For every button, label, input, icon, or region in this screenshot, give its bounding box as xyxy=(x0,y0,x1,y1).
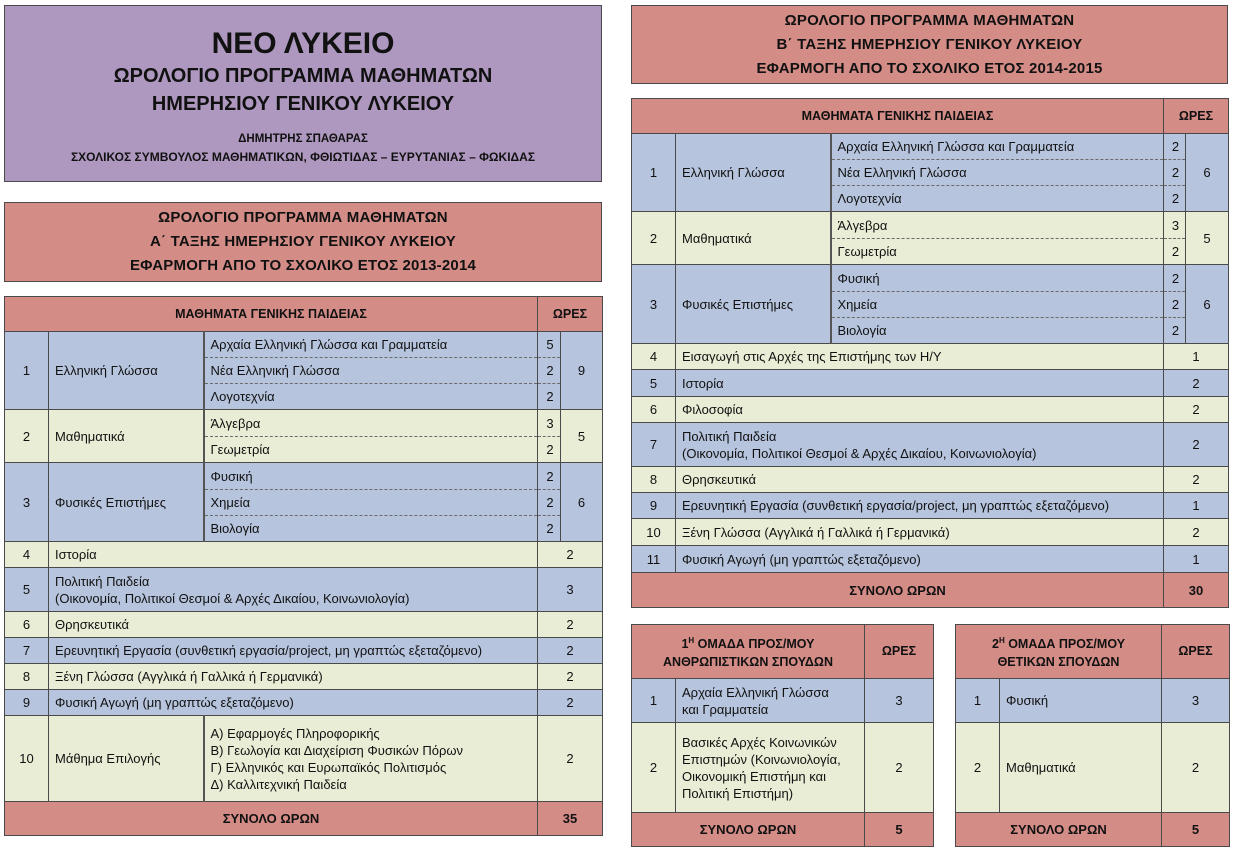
table-row xyxy=(5,690,603,716)
group-total-hours: 6 xyxy=(1186,134,1229,212)
table-row xyxy=(5,638,603,664)
group-header-line2: ΑΝΘΡΩΠΙΣΤΙΚΩΝ ΣΠΟΥΔΩΝ xyxy=(663,654,833,669)
row-number: 8 xyxy=(632,467,676,493)
header-hours: ΩΡΕΣ xyxy=(1162,625,1230,679)
total-row xyxy=(632,813,934,847)
elective-option: Γ) Ελληνικός και Ευρωπαϊκός Πολιτισμός xyxy=(210,759,447,775)
subject-name-line2: (Οικονομία, Πολιτικοί Θεσμοί & Αρχές Δικαίου, Κοινωνιολογία) xyxy=(55,590,410,606)
subject-name: Ξένη Γλώσσα (Αγγλικά ή Γαλλικά ή Γερμανικά) xyxy=(49,664,538,690)
subject-name: Ερευνητική Εργασία (συνθετική εργασία/project, μη γραπτώς εξεταζόμενο) xyxy=(49,638,538,664)
table-row xyxy=(956,679,1230,723)
subject-name: Φυσικές Επιστήμες xyxy=(676,265,831,344)
elective-option: Α) Εφαρμογές Πληροφορικής xyxy=(210,725,380,741)
subject-name xyxy=(49,568,538,612)
subject-hours: 2 xyxy=(865,723,934,813)
row-number: 6 xyxy=(632,397,676,423)
subject-name: Φυσική Αγωγή (μη γραπτώς εξεταζόμενο) xyxy=(676,546,1164,573)
subject-name: Ιστορία xyxy=(49,542,538,568)
class-b-banner-line2: Β΄ ΤΑΞΗΣ ΗΜΕΡΗΣΙΟΥ ΓΕΝΙΚΟΥ ΛΥΚΕΙΟΥ xyxy=(776,35,1083,53)
table-row xyxy=(632,370,1229,397)
row-number: 7 xyxy=(632,423,676,467)
page-title: ΝΕΟ ΛΥΚΕΙΟ xyxy=(211,26,395,60)
subsubject-hours: 2 xyxy=(1164,239,1186,265)
subsubject-name: Νέα Ελληνική Γλώσσα xyxy=(831,160,1164,186)
subsubject-name: Χημεία xyxy=(831,292,1164,318)
author-role: ΣΧΟΛΙΚΟΣ ΣΥΜΒΟΥΛΟΣ ΜΑΘΗΜΑΤΙΚΩΝ, ΦΘΙΩΤΙΔΑΣ – ΕΥΡΥΤΑΝΙΑΣ – ΦΩΚΙΔΑΣ xyxy=(70,149,536,164)
table-header-row xyxy=(632,625,934,679)
sciences-group-table xyxy=(955,624,1230,847)
row-number: 1 xyxy=(632,679,676,723)
table-row xyxy=(5,332,603,358)
class-a-banner-line2: Α΄ ΤΑΞΗΣ ΗΜΕΡΗΣΙΟΥ ΓΕΝΙΚΟΥ ΛΥΚΕΙΟΥ xyxy=(149,233,457,250)
subject-name-line1: Πολιτική Παιδεία xyxy=(682,428,777,444)
table-row xyxy=(5,410,603,437)
subject-hours: 2 xyxy=(1164,519,1229,546)
subsubject-name: Αρχαία Ελληνική Γλώσσα και Γραμματεία xyxy=(204,332,538,358)
subject-hours: 3 xyxy=(1162,679,1230,723)
subject-name: Αρχαία Ελληνική Γλώσσα και Γραμματεία xyxy=(676,679,865,723)
subsubject-name: Βιολογία xyxy=(831,318,1164,344)
row-number: 7 xyxy=(5,638,49,664)
subsubject-name: Λογοτεχνία xyxy=(204,384,538,410)
row-number: 9 xyxy=(5,690,49,716)
table-row xyxy=(632,467,1229,493)
subsubject-name: Φυσική xyxy=(204,463,538,490)
subject-name: Φιλοσοφία xyxy=(676,397,1164,423)
subsubject-hours: 2 xyxy=(538,516,561,542)
subject-hours: 2 xyxy=(538,638,603,664)
group-total-hours: 5 xyxy=(1186,212,1229,265)
table-row xyxy=(632,134,1229,160)
total-row xyxy=(956,813,1230,847)
group-header-title xyxy=(956,625,1162,679)
table-header-row xyxy=(632,99,1229,134)
subsubject-name: Χημεία xyxy=(204,490,538,516)
subject-hours: 3 xyxy=(865,679,934,723)
table-row xyxy=(632,212,1229,239)
subject-name: Ελληνική Γλώσσα xyxy=(49,332,204,410)
subsubject-name: Βιολογία xyxy=(204,516,538,542)
subsubject-name: Άλγεβρα xyxy=(831,212,1164,239)
class-b-banner xyxy=(631,5,1228,84)
class-a-schedule-table xyxy=(4,296,603,836)
group-header-line1: $1^H$ ΟΜΑΔΑ ΠΡΟΣ/ΜΟΥ xyxy=(681,636,815,652)
row-number: 9 xyxy=(632,493,676,519)
subsubject-name: Γεωμετρία xyxy=(831,239,1164,265)
group-header-line1: $2^H$ ΟΜΑΔΑ ΠΡΟΣ/ΜΟΥ xyxy=(991,636,1126,652)
row-number: 4 xyxy=(5,542,49,568)
subsubject-name: Άλγεβρα xyxy=(204,410,538,437)
group-total-hours: 5 xyxy=(561,410,603,463)
row-number: 2 xyxy=(5,410,49,463)
row-number: 2 xyxy=(956,723,1000,813)
subject-hours: 2 xyxy=(538,612,603,638)
row-number: 8 xyxy=(5,664,49,690)
table-row xyxy=(5,463,603,490)
total-row xyxy=(632,573,1229,608)
subject-hours: 3 xyxy=(538,568,603,612)
elective-row xyxy=(5,716,603,802)
subsubject-hours: 2 xyxy=(1164,318,1186,344)
class-a-banner-line1: ΩΡΟΛΟΓΙΟ ΠΡΟΓΡΑΜΜΑ ΜΑΘΗΜΑΤΩΝ xyxy=(158,209,448,226)
total-label: ΣΥΝΟΛΟ ΩΡΩΝ xyxy=(632,573,1164,608)
subject-hours: 1 xyxy=(1164,546,1229,573)
header-hours: ΩΡΕΣ xyxy=(538,297,603,332)
total-hours: 5 xyxy=(865,813,934,847)
row-number: 10 xyxy=(632,519,676,546)
subsubject-name: Αρχαία Ελληνική Γλώσσα και Γραμματεία xyxy=(831,134,1164,160)
row-number: 10 xyxy=(5,716,49,802)
subsubject-hours: 2 xyxy=(1164,265,1186,292)
row-number: 4 xyxy=(632,344,676,370)
group-total-hours: 6 xyxy=(1186,265,1229,344)
row-number: 2 xyxy=(632,723,676,813)
row-number: 1 xyxy=(956,679,1000,723)
table-row xyxy=(5,568,603,612)
subject-name-line1: Πολιτική Παιδεία xyxy=(55,573,150,589)
total-hours: 5 xyxy=(1162,813,1230,847)
subsubject-hours: 2 xyxy=(538,384,561,410)
subject-hours: 2 xyxy=(1164,397,1229,423)
row-number: 2 xyxy=(632,212,676,265)
page-subtitle-1: ΩΡΟΛΟΓΙΟ ΠΡΟΓΡΑΜΜΑ ΜΑΘΗΜΑΤΩΝ xyxy=(113,64,493,87)
subsubject-hours: 3 xyxy=(1164,212,1186,239)
elective-option: Δ) Καλλιτεχνική Παιδεία xyxy=(210,776,347,792)
subject-name: Μαθηματικά xyxy=(676,212,831,265)
row-number: 5 xyxy=(632,370,676,397)
group-total-hours: 6 xyxy=(561,463,603,542)
table-row xyxy=(632,344,1229,370)
subject-hours: 1 xyxy=(1164,344,1229,370)
elective-options xyxy=(204,716,538,802)
subsubject-hours: 2 xyxy=(1164,134,1186,160)
humanities-group-table xyxy=(631,624,934,847)
header-hours: ΩΡΕΣ xyxy=(1164,99,1229,134)
header-subjects: ΜΑΘΗΜΑΤΑ ΓΕΝΙΚΗΣ ΠΑΙΔΕΙΑΣ xyxy=(632,99,1164,134)
table-row xyxy=(632,423,1229,467)
table-row xyxy=(632,397,1229,423)
table-row xyxy=(632,493,1229,519)
subsubject-name: Φυσική xyxy=(831,265,1164,292)
class-a-banner xyxy=(4,202,602,282)
total-label: ΣΥΝΟΛΟ ΩΡΩΝ xyxy=(5,802,538,836)
subject-name: Θρησκευτικά xyxy=(49,612,538,638)
subject-name xyxy=(676,423,1164,467)
class-a-banner-line3: ΕΦΑΡΜΟΓΗ ΑΠΟ ΤΟ ΣΧΟΛΙΚΟ ΕΤΟΣ 2013-2014 xyxy=(129,257,477,274)
subsubject-hours: 2 xyxy=(1164,186,1186,212)
group-header-title xyxy=(632,625,865,679)
row-number: 6 xyxy=(5,612,49,638)
table-row xyxy=(632,679,934,723)
row-number: 3 xyxy=(632,265,676,344)
subsubject-hours: 5 xyxy=(538,332,561,358)
class-b-banner-line1: ΩΡΟΛΟΓΙΟ ΠΡΟΓΡΑΜΜΑ ΜΑΘΗΜΑΤΩΝ xyxy=(784,11,1075,29)
table-row xyxy=(632,265,1229,292)
class-b-schedule-table xyxy=(631,98,1229,608)
table-row xyxy=(632,546,1229,573)
table-header-row xyxy=(956,625,1230,679)
subsubject-hours: 2 xyxy=(1164,160,1186,186)
subject-hours: 2 xyxy=(538,716,603,802)
subject-name-line2: (Οικονομία, Πολιτικοί Θεσμοί & Αρχές Δικαίου, Κοινωνιολογία) xyxy=(682,445,1037,461)
subject-name: Βασικές Αρχές Κοινωνικών Επιστημών (Κοινωνιολογία, Οικονομική Επιστήμη και Πολιτική Επιστήμη) xyxy=(676,723,865,813)
table-row xyxy=(632,519,1229,546)
elective-option: Β) Γεωλογία και Διαχείριση Φυσικών Πόρων xyxy=(210,742,464,758)
subject-hours: 2 xyxy=(1164,370,1229,397)
table-row xyxy=(632,723,934,813)
main-title-banner xyxy=(4,5,602,182)
subject-hours: 2 xyxy=(1164,467,1229,493)
subject-name: Θρησκευτικά xyxy=(676,467,1164,493)
row-number: 11 xyxy=(632,546,676,573)
subject-hours: 2 xyxy=(538,542,603,568)
table-row xyxy=(5,612,603,638)
total-hours: 35 xyxy=(538,802,603,836)
subsubject-hours: 2 xyxy=(538,490,561,516)
subsubject-hours: 2 xyxy=(1164,292,1186,318)
table-row xyxy=(5,664,603,690)
row-number: 5 xyxy=(5,568,49,612)
page-subtitle-2: ΗΜΕΡΗΣΙΟΥ ΓΕΝΙΚΟΥ ΛΥΚΕΙΟΥ xyxy=(151,92,455,115)
group-header-line2: ΘΕΤΙΚΩΝ ΣΠΟΥΔΩΝ xyxy=(997,654,1120,669)
table-header-row xyxy=(5,297,603,332)
subject-name: Μάθημα Επιλογής xyxy=(49,716,204,802)
subject-name: Ερευνητική Εργασία (συνθετική εργασία/project, μη γραπτώς εξεταζόμενο) xyxy=(676,493,1164,519)
subject-name: Εισαγωγή στις Αρχές της Επιστήμης των Η/Υ xyxy=(676,344,1164,370)
subsubject-name: Λογοτεχνία xyxy=(831,186,1164,212)
table-row xyxy=(956,723,1230,813)
subject-hours: 2 xyxy=(538,690,603,716)
subsubject-hours: 2 xyxy=(538,358,561,384)
subsubject-name: Νέα Ελληνική Γλώσσα xyxy=(204,358,538,384)
subject-name: Μαθηματικά xyxy=(49,410,204,463)
row-number: 1 xyxy=(632,134,676,212)
subject-name: Μαθηματικά xyxy=(1000,723,1162,813)
subject-name: Ελληνική Γλώσσα xyxy=(676,134,831,212)
total-hours: 30 xyxy=(1164,573,1229,608)
subsubject-hours: 2 xyxy=(538,437,561,463)
total-label: ΣΥΝΟΛΟ ΩΡΩΝ xyxy=(632,813,865,847)
subsubject-hours: 3 xyxy=(538,410,561,437)
subject-hours: 2 xyxy=(1162,723,1230,813)
subsubject-hours: 2 xyxy=(538,463,561,490)
class-b-banner-line3: ΕΦΑΡΜΟΓΗ ΑΠΟ ΤΟ ΣΧΟΛΙΚΟ ΕΤΟΣ 2014-2015 xyxy=(756,59,1103,77)
subject-hours: 1 xyxy=(1164,493,1229,519)
subject-name: Φυσικές Επιστήμες xyxy=(49,463,204,542)
subject-name: Ιστορία xyxy=(676,370,1164,397)
subject-name: Φυσική xyxy=(1000,679,1162,723)
header-hours: ΩΡΕΣ xyxy=(865,625,934,679)
subject-name: Φυσική Αγωγή (μη γραπτώς εξεταζόμενο) xyxy=(49,690,538,716)
total-row xyxy=(5,802,603,836)
row-number: 1 xyxy=(5,332,49,410)
row-number: 3 xyxy=(5,463,49,542)
subject-name: Ξένη Γλώσσα (Αγγλικά ή Γαλλικά ή Γερμανικά) xyxy=(676,519,1164,546)
total-label: ΣΥΝΟΛΟ ΩΡΩΝ xyxy=(956,813,1162,847)
header-subjects: ΜΑΘΗΜΑΤΑ ΓΕΝΙΚΗΣ ΠΑΙΔΕΙΑΣ xyxy=(5,297,538,332)
subsubject-name: Γεωμετρία xyxy=(204,437,538,463)
group-total-hours: 9 xyxy=(561,332,603,410)
table-row xyxy=(5,542,603,568)
author-name: ΔΗΜΗΤΡΗΣ ΣΠΑΘΑΡΑΣ xyxy=(238,132,368,145)
subject-hours: 2 xyxy=(538,664,603,690)
subject-hours: 2 xyxy=(1164,423,1229,467)
